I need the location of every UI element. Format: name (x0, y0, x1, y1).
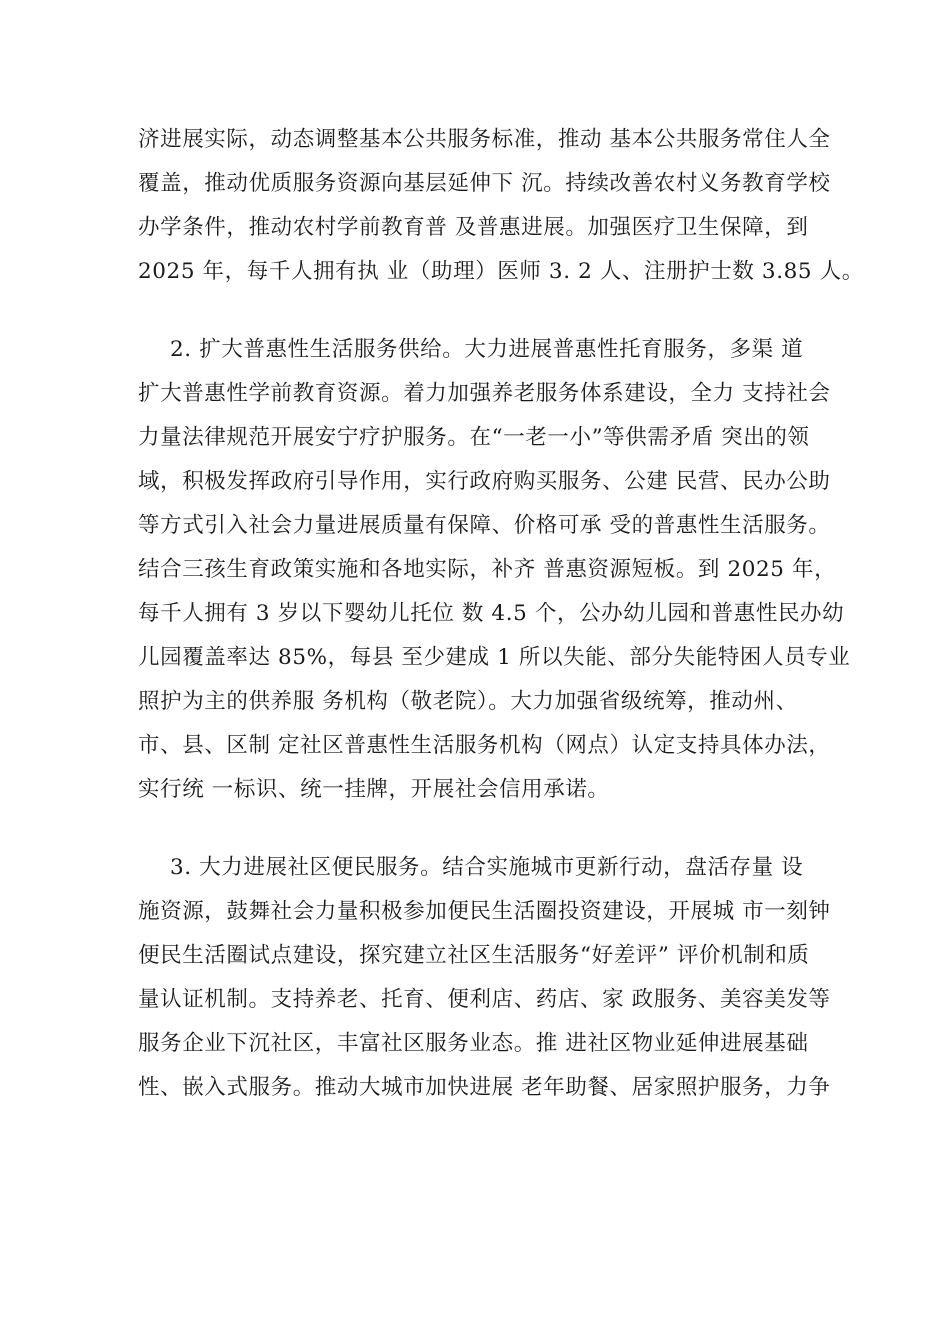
paragraph-2-line-4: 域，积极发挥政府引导作用，实行政府购买服务、公建 民营、民办公助 (138, 469, 831, 494)
paragraph-2-line-6: 结合三孩生育政策实施和各地实际，补齐 普惠资源短板。到 2025 年， (138, 557, 837, 582)
paragraph-2-line-5: 等方式引入社会力量进展质量有保障、价格可承 受的普惠性生活服务。 (138, 513, 831, 538)
paragraph-2-line-1: 2. 扩大普惠性生活服务供给。大力进展普惠性托育服务，多渠 道 (170, 337, 804, 362)
paragraph-3-line-3: 便民生活圈试点建设，探究建立社区生活服务“好差评” 评价机制和质 (138, 943, 810, 968)
paragraph-1-line-2: 覆盖，推动优质服务资源向基层延伸下 沉。持续改善农村义务教育学校 (138, 171, 831, 196)
paragraph-2-line-9: 照护为主的供养服 务机构（敬老院）。大力加强省级统筹，推动州、 (138, 689, 798, 714)
paragraph-2-line-11: 实行统 一标识、统一挂牌，开展社会信用承诺。 (138, 777, 610, 802)
paragraph-1-line-1: 济进展实际，动态调整基本公共服务标准，推动 基本公共服务常住人全 (138, 127, 831, 152)
paragraph-3-line-4: 量认证机制。支持养老、托育、便利店、药店、家 政服务、美容美发等 (138, 987, 831, 1012)
paragraph-1-line-3: 办学条件，推动农村学前教育普 及普惠进展。加强医疗卫生保障，到 (138, 215, 809, 240)
paragraph-2-line-8: 儿园覆盖率达 85%，每县 至少建成 1 所以失能、部分失能特困人员专业 (138, 645, 851, 670)
paragraph-3-line-2: 施资源，鼓舞社会力量积极参加便民生活圈投资建设，开展城 市一刻钟 (138, 899, 831, 924)
paragraph-3-line-6: 性、嵌入式服务。推动大城市加快进展 老年助餐、居家照护服务，力争 (138, 1075, 831, 1100)
paragraph-2-line-2: 扩大普惠性学前教育资源。着力加强养老服务体系建设，全力 支持社会 (138, 381, 831, 406)
paragraph-2-line-10: 市、县、区制 定社区普惠性生活服务机构（网点）认定支持具体办法， (138, 733, 831, 758)
paragraph-1-line-4: 2025 年，每千人拥有执 业（助理）医师 3. 2 人、注册护士数 3.85 人。 (138, 259, 864, 284)
paragraph-2-line-3: 力量法律规范开展安宁疗护服务。在“一老一小”等供需矛盾 突出的领 (138, 425, 810, 450)
paragraph-3-line-1: 3. 大力进展社区便民服务。结合实施城市更新行动，盘活存量 设 (170, 855, 804, 880)
paragraph-2-line-7: 每千人拥有 3 岁以下婴幼儿托位 数 4.5 个，公办幼儿园和普惠性民办幼 (138, 601, 845, 626)
paragraph-3-line-5: 服务企业下沉社区，丰富社区服务业态。推 进社区物业延伸进展基础 (138, 1031, 809, 1056)
